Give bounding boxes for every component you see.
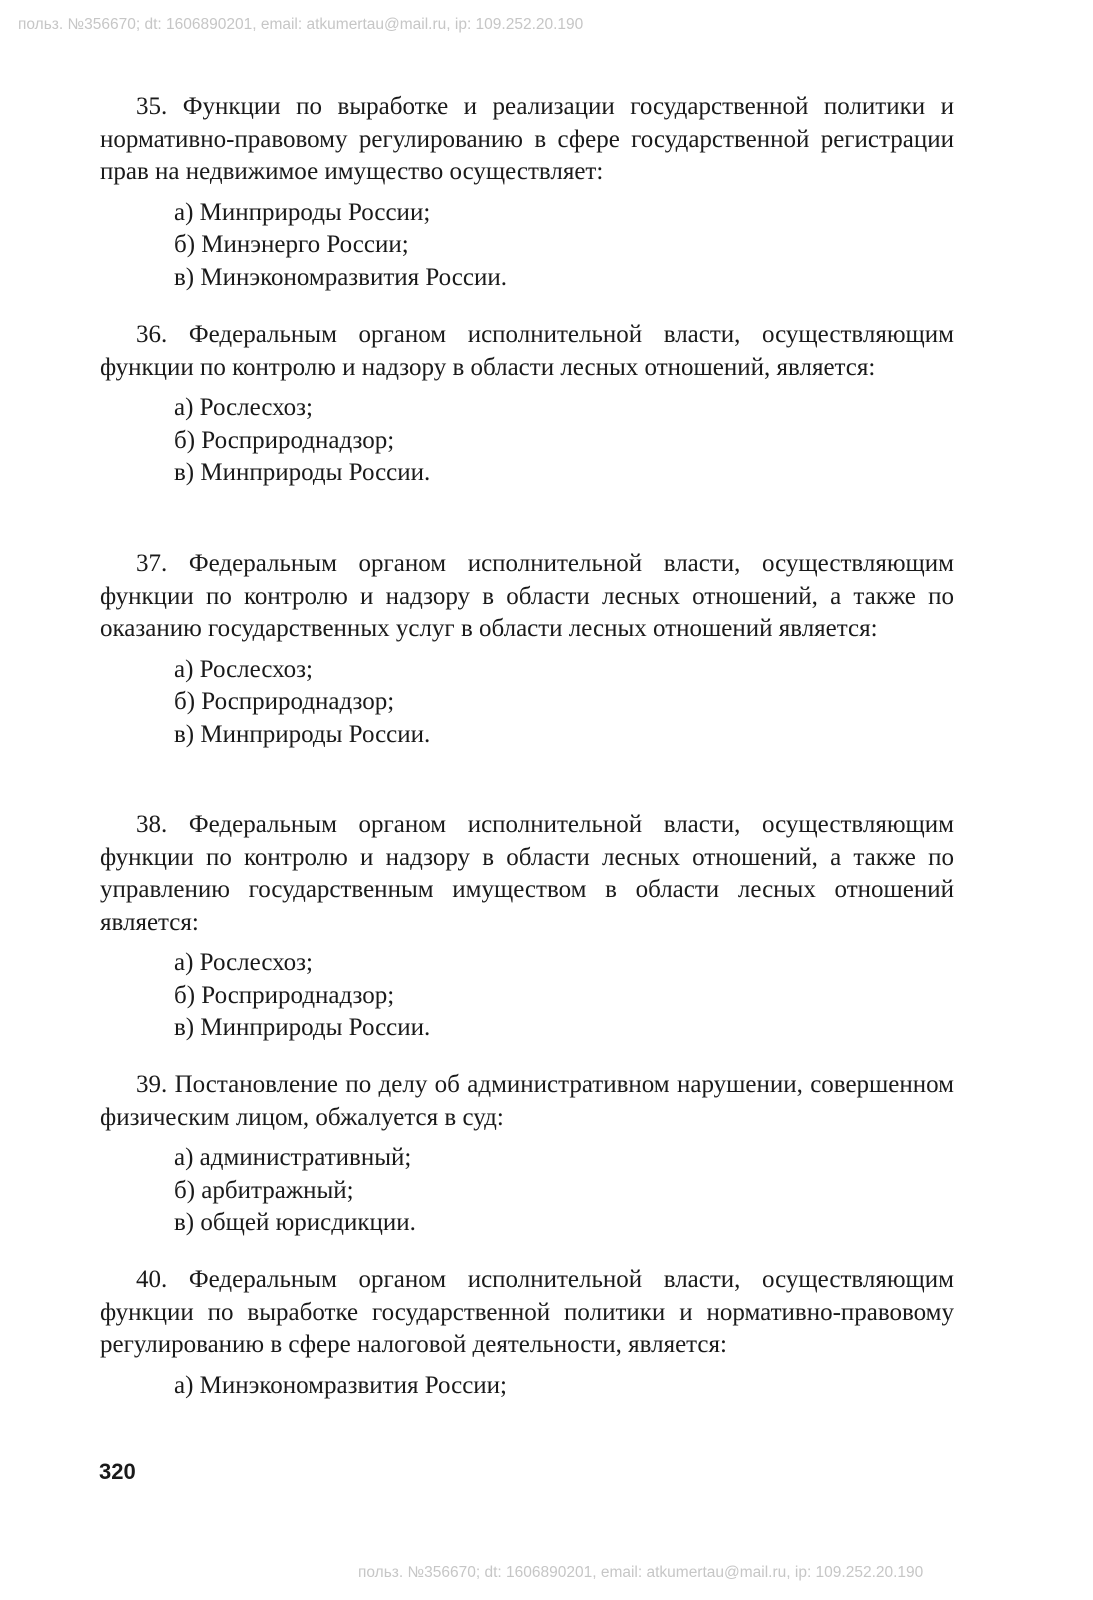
answer-list	[100, 1370, 954, 1403]
answer-option: в) Минэкономразвития России.	[174, 263, 508, 291]
question-text: 40. Федеральным органом исполнительной власти, осуществляющим функции по выработке государственной политики и нормативно-правовому регулированию в сфере налоговой деятельности, является:	[100, 1266, 954, 1358]
answer-option: а) Минприроды России;	[174, 198, 431, 226]
watermark-bottom: польз. №356670; dt: 1606890201, email: atkumertau@mail.ru, ip: 109.252.20.190	[358, 1564, 924, 1581]
answer-option: а) Минэкономразвития России;	[174, 1371, 507, 1399]
question-40	[100, 1264, 954, 1402]
question-37	[100, 548, 954, 751]
answer-option: а) Рослесхоз;	[174, 949, 314, 976]
answer-option: б) Росприроднадзор;	[174, 688, 395, 715]
question-text: 35. Функции по выработке и реализации государственной политики и нормативно-правовому регулированию в сфере государственной регистрации прав на недвижимое имущество осуществляет:	[100, 93, 954, 185]
question-38	[100, 809, 954, 1045]
watermark-top: польз. №356670; dt: 1606890201, email: atkumertau@mail.ru, ip: 109.252.20.190	[18, 16, 584, 33]
answer-option: а) Рослесхоз;	[174, 394, 314, 421]
question-text: 39. Постановление по делу об административном нарушении, совершенном физическим лицом, обжалуется в суд:	[100, 1071, 954, 1131]
answer-option: в) Минприроды России.	[174, 1014, 431, 1041]
answer-list	[100, 197, 954, 295]
answer-option: а) Рослесхоз;	[174, 655, 314, 683]
answer-option: б) Росприроднадзор;	[174, 426, 395, 454]
answer-option: в) Минприроды России.	[174, 720, 431, 748]
answer-list	[100, 392, 954, 490]
question-text: 37. Федеральным органом исполнительной власти, осуществляющим функции по контролю и надзору в области лесных отношений, а также по оказанию государственных услуг в области лесных отношений является:	[100, 550, 954, 642]
answer-option: б) Минэнерго России;	[174, 231, 409, 258]
answer-option: а) административный;	[174, 1144, 412, 1171]
answer-option: б) Росприроднадзор;	[174, 981, 395, 1009]
answer-list	[100, 654, 954, 752]
answer-list	[100, 1142, 954, 1240]
page-number: 320	[99, 1459, 136, 1484]
answer-option: б) арбитражный;	[174, 1176, 354, 1204]
question-text: 38. Федеральным органом исполнительной власти, осуществляющим функции по контролю и надзору в области лесных отношений, а также по управлению государственным имуществом в области лесных отношений является:	[100, 811, 954, 936]
answer-option: в) общей юрисдикции.	[174, 1209, 416, 1236]
question-35	[100, 91, 954, 294]
question-39	[100, 1069, 954, 1240]
question-text: 36. Федеральным органом исполнительной власти, осуществляющим функции по контролю и надзору в области лесных отношений, является:	[100, 321, 954, 381]
question-36	[100, 319, 954, 490]
answer-option: в) Минприроды России.	[174, 459, 431, 486]
answer-list	[100, 947, 954, 1045]
